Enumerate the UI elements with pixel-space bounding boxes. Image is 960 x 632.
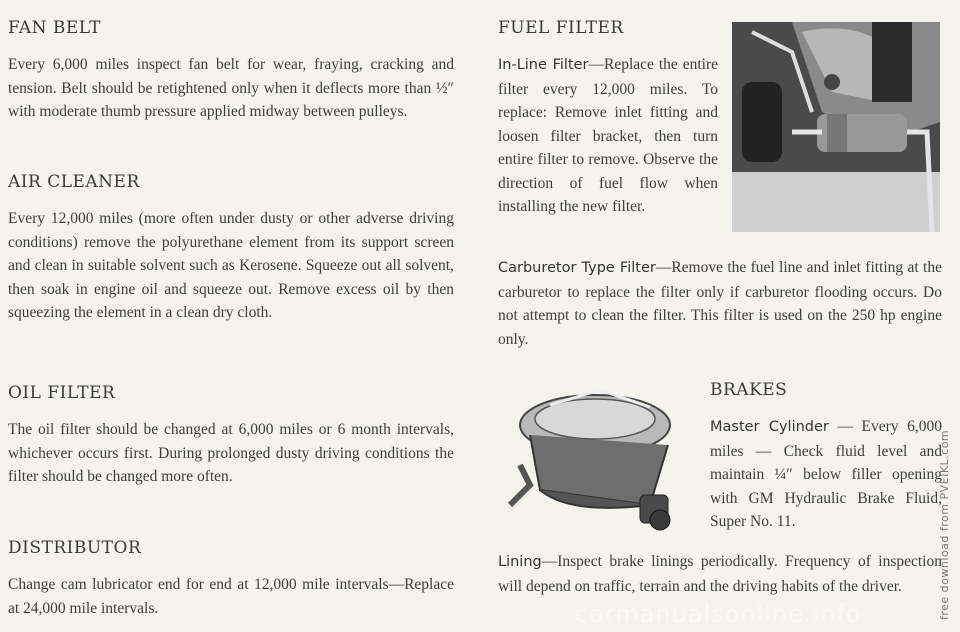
oil-filter-section (8, 383, 454, 489)
brakes-section (710, 380, 942, 534)
carburetor-filter-body: —Remove the fuel line and inlet fitting at the carburetor to replace the filter only if carburetor flooding occurs. Do not attempt to clean the filter. This filter is used on the 250 hp engine only. (498, 259, 942, 348)
distributor-body: Change cam lubricator end for end at 12,000 mile intervals—Replace at 24,000 mile intervals. (8, 576, 454, 617)
fuel-filter-section (498, 18, 718, 219)
oil-filter-heading: OIL FILTER (8, 383, 116, 403)
air-cleaner-heading: AIR CLEANER (8, 172, 140, 192)
fuel-filter-heading: FUEL FILTER (498, 18, 624, 38)
master-cylinder-body: — Every 6,000 miles — Check fluid level and maintain ¼″ below filler opening with GM Hydraulic Brake Fluid, Super No. 11. (710, 418, 942, 530)
inline-filter-body: —Replace the entire filter every 12,000 miles. To replace: Remove inlet fitting and loosen filter bracket, then turn entire filter to remove. Observe the direction of fuel flow when installing the new filter. (498, 56, 718, 215)
fan-belt-body: Every 6,000 miles inspect fan belt for wear, fraying, cracking and tension. Belt should be retightened only when it deflects more than ½″ with moderate thumb pressure applied midway between pulleys. (8, 56, 454, 120)
carburetor-filter-paragraph (498, 256, 942, 351)
master-cylinder-icon (500, 385, 700, 545)
fuel-filter-engine-image (732, 22, 940, 232)
distributor-heading: DISTRIBUTOR (8, 538, 142, 558)
brakes-heading: BRAKES (710, 380, 788, 400)
air-cleaner-section (8, 172, 454, 325)
oil-filter-body: The oil filter should be changed at 6,000 miles or 6 month intervals, whichever occurs first. During prolonged dusty driving conditions the filter should be changed more often. (8, 421, 454, 485)
inline-filter-paragraph (498, 53, 718, 219)
fan-belt-section (8, 18, 454, 124)
master-cylinder-image (500, 385, 700, 545)
lining-body: —Inspect brake linings periodically. Frequency of inspection will depend on traffic, terrain and the driving habits of the driver. (498, 553, 942, 595)
air-cleaner-body: Every 12,000 miles (more often under dusty or other adverse driving conditions) remove the polyurethane element from its support screen and clean in suitable solvent such as Kerosene. Squeeze out all solvent, then soak in engine oil and squeeze out. Remove excess oil by then squeezing the element in a clean dry cloth. (8, 210, 454, 321)
inline-filter-lead: In-Line Filter (498, 57, 589, 73)
master-cylinder-paragraph (710, 415, 942, 534)
side-watermark: free download from PVEIKL.com (938, 429, 951, 620)
fuel-filter-photo (732, 22, 940, 232)
distributor-section (8, 538, 454, 620)
lining-lead: Lining (498, 554, 542, 570)
lining-section (498, 550, 942, 598)
carburetor-filter-lead: Carburetor Type Filter (498, 260, 656, 276)
master-cylinder-lead: Master Cylinder (710, 419, 829, 435)
site-overlay-text: carmanualsonline.info (575, 600, 862, 628)
carburetor-filter-section (498, 256, 942, 351)
fan-belt-heading: FAN BELT (8, 18, 102, 38)
lining-paragraph (498, 550, 942, 598)
